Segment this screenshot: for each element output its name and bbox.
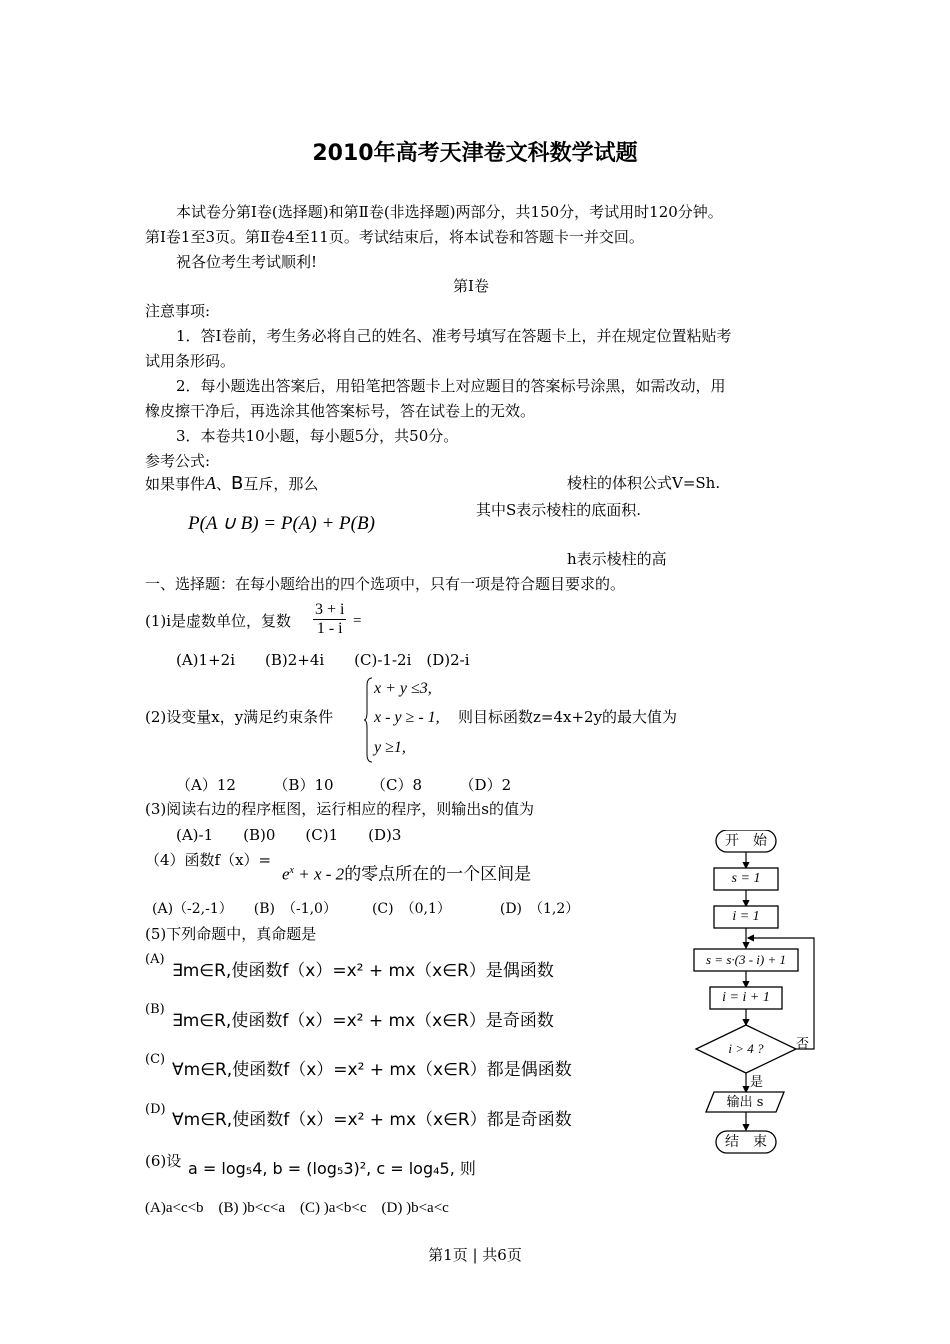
q5-a-label: (A) <box>145 952 165 967</box>
union-formula: P(A ∪ B) = P(A) + P(B) <box>188 513 375 534</box>
q4-exp-base: e <box>282 864 290 884</box>
flow-yes-label: 是 <box>750 1075 764 1090</box>
page-footer: 第1页 | 共6页 <box>428 1246 522 1264</box>
q4-function <box>282 860 531 886</box>
intro-wish: 祝各位考生考试顺利! <box>176 253 318 271</box>
q2-constraint-3: y ≥1, <box>374 739 406 756</box>
q1-numerator: 3 + i <box>315 601 345 618</box>
intro-line-2: 第Ⅰ卷1至3页。第Ⅱ卷4至11页。考试结束后，将本试卷和答题卡一并交回。 <box>145 228 644 246</box>
q5-option-a: ∃m∈R,使函数f（x）=x² + mx（x∈R）是偶函数 <box>172 961 554 981</box>
q6-text: (6)设 <box>145 1152 182 1170</box>
formulas-heading: 参考公式: <box>145 452 211 470</box>
q5-d-label: (D) <box>145 1102 166 1117</box>
q1-denominator: 1 - i <box>316 620 343 637</box>
q1-options: (A)1+2i (B)2+4i (C)-1-2i (D)2-i <box>176 651 470 669</box>
flow-start: 开 始 <box>725 833 767 849</box>
part1-heading: 一、选择题：在每小题给出的四个选项中，只有一项是符合题目要求的。 <box>145 575 626 593</box>
program-flowchart <box>692 830 822 1160</box>
intro-line-1: 本试卷分第Ⅰ卷(选择题)和第Ⅱ卷(非选择题)两部分，共150分，考试用时120分钟。 <box>176 203 723 221</box>
q5-b-label: (B) <box>145 1002 165 1017</box>
note-1b: 试用条形码。 <box>145 352 236 370</box>
formula-left-text <box>145 474 318 493</box>
section-header: 第Ⅰ卷 <box>453 277 489 295</box>
q4-exp-power: x <box>289 865 294 876</box>
notes-heading: 注意事项: <box>145 302 211 320</box>
q4-options: (A)（-2,-1） (B) （-1,0） (C) （0,1） (D) （1,2） <box>152 901 580 917</box>
flow-end: 结 束 <box>725 1134 767 1150</box>
page-title: 2010年高考天津卷文科数学试题 <box>312 141 638 166</box>
formula-sep: 、 <box>216 475 232 493</box>
note-1a: 1．答Ⅰ卷前，考生务必将自己的姓名、准考号填写在答题卡上，并在规定位置粘贴考 <box>176 327 732 345</box>
q4-expr-rest: + x - 2 <box>294 864 345 884</box>
q2-objective: 则目标函数z=4x+2y的最大值为 <box>458 708 678 726</box>
q2-constraint-1: x + y ≤3, <box>374 680 432 697</box>
flow-update-s: s = s·(3 - i) + 1 <box>705 952 786 967</box>
prism-base: 其中S表示棱柱的底面积. <box>476 501 642 519</box>
q5-option-c: ∀m∈R,使函数f（x）=x² + mx（x∈R）都是偶函数 <box>172 1060 572 1080</box>
q6-expr: a = log₅4, b = (log₅3)², c = log₄5, 则 <box>188 1159 476 1178</box>
q2-options: （A）12 （B）10 （C）8 （D）2 <box>176 776 512 794</box>
formula-prefix: 如果事件 <box>145 475 206 493</box>
q3-text: (3)阅读右边的程序框图，运行相应的程序，则输出s的值为 <box>145 800 534 818</box>
q2-constraint-2: x - y ≥ - 1, <box>374 709 440 726</box>
formula-post: 互斥，那么 <box>243 475 319 493</box>
q5-option-d: ∀m∈R,使函数f（x）=x² + mx（x∈R）都是奇函数 <box>172 1110 572 1130</box>
q1-fraction <box>313 601 346 638</box>
q2-text: (2)设变量x，y满足约束条件 <box>145 708 334 726</box>
flow-condition: i > 4 ? <box>728 1041 764 1056</box>
prism-formula: 棱柱的体积公式V=Sh. <box>567 474 721 492</box>
note-3: 3．本卷共10小题，每小题5分，共50分。 <box>176 427 459 445</box>
flow-s-init: s = 1 <box>731 871 761 886</box>
note-2b: 橡皮擦干净后，再选涂其他答案标号，答在试卷上的无效。 <box>145 402 536 420</box>
flow-update-i: i = i + 1 <box>722 990 770 1005</box>
prism-height: h表示棱柱的高 <box>567 550 667 568</box>
brace-icon <box>364 676 374 764</box>
q3-options: (A)-1 (B)0 (C)1 (D)3 <box>176 826 402 844</box>
note-2a: 2．每小题选出答案后，用铅笔把答题卡上对应题目的答案标号涂黑，如需改动，用 <box>176 377 726 395</box>
q4-tail: 的零点所在的一个区间是 <box>344 864 532 885</box>
q1-text: (1)i是虚数单位，复数 <box>145 612 292 630</box>
q5-text: (5)下列命题中，真命题是 <box>145 925 317 943</box>
q5-option-b: ∃m∈R,使函数f（x）=x² + mx（x∈R）是奇函数 <box>172 1011 554 1031</box>
q1-equals: = <box>353 613 362 629</box>
q2-constraint-system <box>364 676 456 764</box>
q6-options: (A)a<c<b (B) )b<c<a (C) )a<b<c (D) )b<a<c <box>145 1200 449 1216</box>
event-b: B <box>231 473 244 494</box>
flow-no-label: 否 <box>796 1037 810 1052</box>
q4-text: （4）函数f（x）= <box>145 851 272 869</box>
q5-c-label: (C) <box>145 1052 166 1067</box>
flow-output: 输出 s <box>726 1095 764 1110</box>
event-a: A <box>205 473 217 493</box>
flow-i-init: i = 1 <box>732 909 760 924</box>
